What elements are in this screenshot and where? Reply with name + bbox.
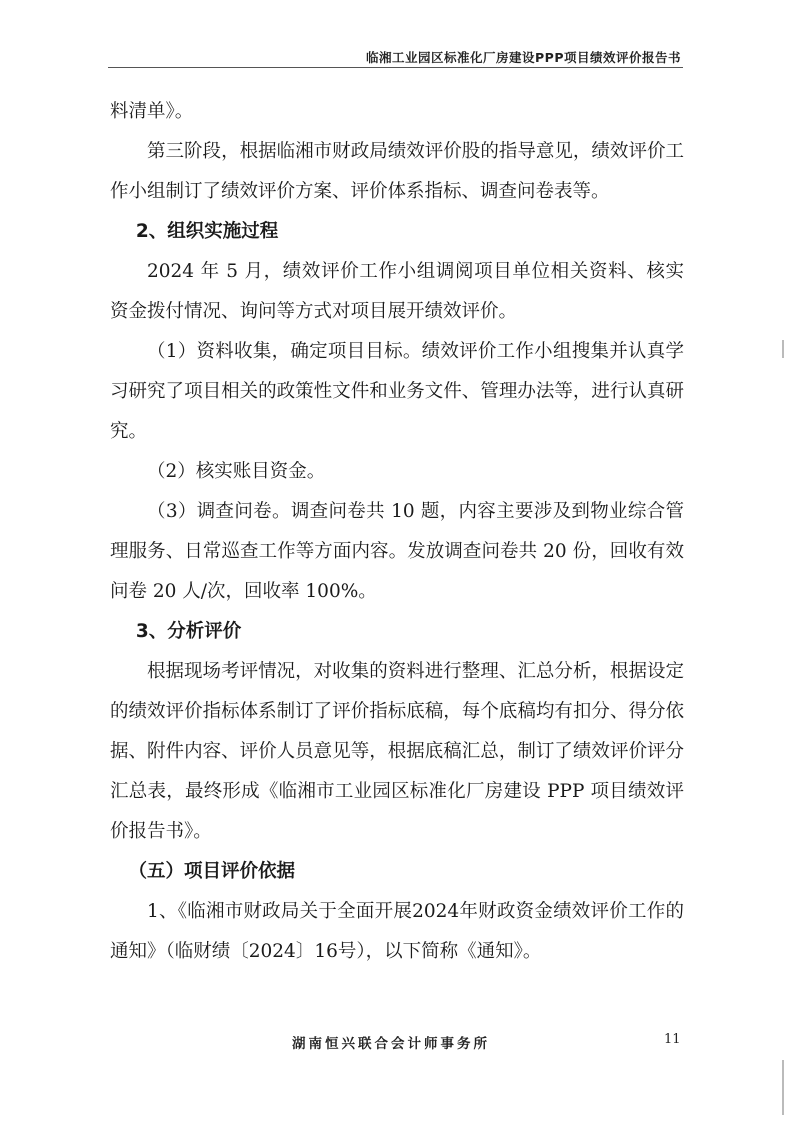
- header-rule: [108, 67, 683, 68]
- body-content: [110, 92, 684, 972]
- paragraph-may-2024: 2024 年 5 月，绩效评价工作小组调阅项目单位相关资料、核实资金拨付情况、询问等方式对项目展开绩效评价。: [110, 261, 684, 322]
- paragraph-continuation: 料清单》。: [110, 101, 194, 122]
- scan-edge-mark: [782, 340, 784, 358]
- footer-firm-name: 湖南恒兴联合会计师事务所: [292, 1036, 490, 1052]
- paragraph-verify-accounts: （2）核实账目资金。: [147, 461, 326, 482]
- page-number: 11: [664, 1032, 681, 1047]
- running-header: 临湘工业园区标准化厂房建设PPP项目绩效评价报告书: [366, 50, 681, 65]
- paragraph-data-collection: （1）资料收集，确定项目目标。绩效评价工作小组搜集并认真学习研究了项目相关的政策性文件和业务文件、管理办法等，进行认真研究。: [110, 341, 684, 442]
- paragraph-third-stage: 第三阶段，根据临湘市财政局绩效评价股的指导意见，绩效评价工作小组制订了绩效评价方案、评价体系指标、调查问卷表等。: [110, 141, 684, 202]
- heading-evaluation-basis: （五）项目评价依据: [128, 861, 296, 882]
- scan-edge-mark: [782, 1060, 784, 1115]
- heading-analysis-evaluation: 3、分析评价: [135, 621, 242, 642]
- paragraph-basis-1: 1、《临湘市财政局关于全面开展2024年财政资金绩效评价工作的通知》（临财绩〔2024〕16号），以下简称《通知》。: [110, 901, 684, 962]
- paragraph-analysis: 根据现场考评情况，对收集的资料进行整理、汇总分析，根据设定的绩效评价指标体系制订了评价指标底稿，每个底稿均有扣分、得分依据、附件内容、评价人员意见等，根据底稿汇总，制订了绩效评价评分汇总表，最终形成《临湘市工业园区标准化厂房建设 PPP 项目绩效评价报告书》。: [110, 661, 684, 842]
- paragraph-questionnaire: （3）调查问卷。调查问卷共 10 题，内容主要涉及到物业综合管理服务、日常巡查工作等方面内容。发放调查问卷共 20 份，回收有效问卷 20 人/次，回收率 100%。: [110, 501, 684, 602]
- heading-organization-process: 2、组织实施过程: [135, 221, 279, 242]
